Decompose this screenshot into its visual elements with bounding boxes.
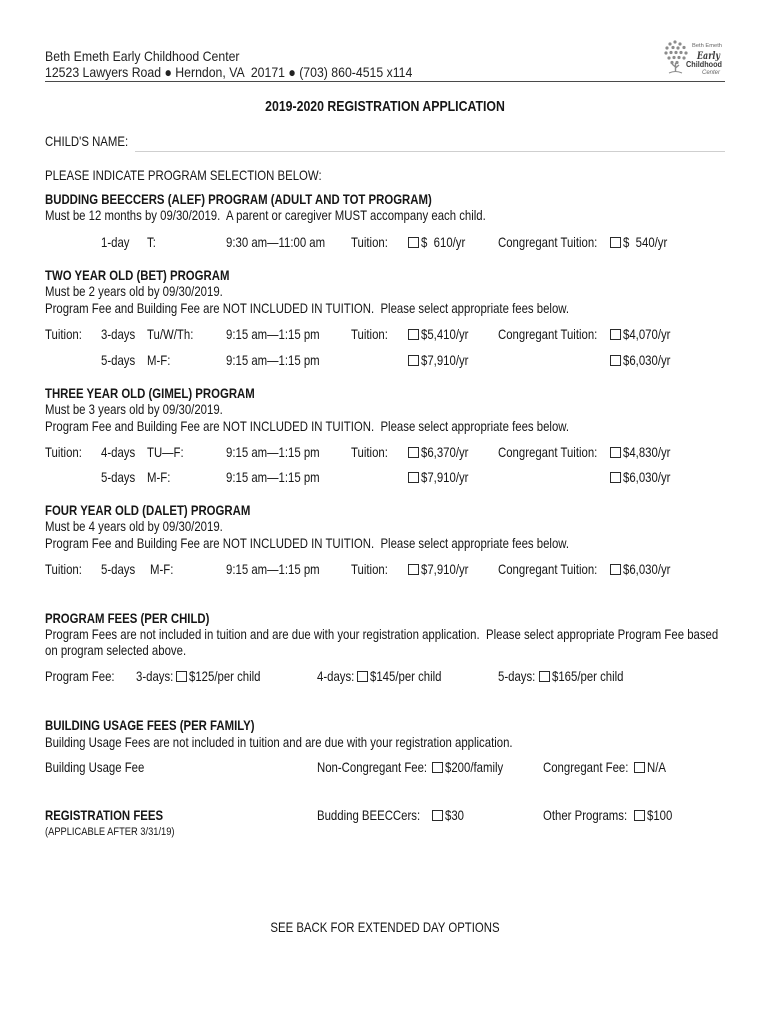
dalet-heading: FOUR YEAR OLD (DALET) PROGRAM xyxy=(45,503,251,518)
alef-time: 9:30 am—11:00 am xyxy=(226,235,326,250)
gimel-5day-tuition-checkbox[interactable] xyxy=(408,472,419,483)
page-title: 2019-2020 REGISTRATION APPLICATION xyxy=(265,98,505,115)
alef-day-label: T: xyxy=(147,235,156,250)
gimel-4day-tuition-label: Tuition: xyxy=(351,445,388,460)
alef-heading: BUDDING BEECCERS (ALEF) PROGRAM (ADULT AND TOT PROGRAM) xyxy=(45,192,432,207)
gimel-5day-time: 9:15 am—1:15 pm xyxy=(226,470,320,485)
program-fee-4day-checkbox[interactable] xyxy=(357,671,368,682)
program-fee-5day-amount: $165/per child xyxy=(552,669,624,684)
building-fee-label: Building Usage Fee xyxy=(45,760,145,775)
program-fee-4day-label: 4-days: xyxy=(317,669,355,684)
bet-3day-time: 9:15 am—1:15 pm xyxy=(226,327,320,342)
registration-fees-subnote: (APPLICABLE AFTER 3/31/19) xyxy=(45,826,175,838)
building-fees-heading: BUILDING USAGE FEES (PER FAMILY) xyxy=(45,718,255,733)
see-back-note: SEE BACK FOR EXTENDED DAY OPTIONS xyxy=(270,920,500,935)
gimel-4day-tuition-amount: $6,370/yr xyxy=(421,445,469,460)
center-logo xyxy=(663,39,725,77)
dalet-note: Must be 4 years old by 09/30/2019. xyxy=(45,519,223,534)
non-congregant-fee-amount: $200/family xyxy=(445,760,504,775)
alef-congregant-amount: $ 540/yr xyxy=(623,235,668,250)
logo-tree-icon xyxy=(664,40,687,64)
child-name-label: CHILD'S NAME: xyxy=(45,134,129,149)
program-fees-note-line2: on program selected above. xyxy=(45,643,187,658)
bet-fee-note: Program Fee and Building Fee are NOT INCLUDED IN TUITION. Please select appropriate fees below. xyxy=(45,301,570,316)
budding-beeccers-fee-label: Budding BEECCers: xyxy=(317,808,421,823)
bet-note: Must be 2 years old by 09/30/2019. xyxy=(45,284,223,299)
dalet-5day-day-label: M-F: xyxy=(150,562,174,577)
program-fee-3day-label: 3-days: xyxy=(136,669,174,684)
bet-5day-days: 5-days xyxy=(101,353,136,368)
alef-tuition-label: Tuition: xyxy=(351,235,388,250)
program-fee-3day-checkbox[interactable] xyxy=(176,671,187,682)
gimel-5day-congregant-amount: $6,030/yr xyxy=(623,470,671,485)
bet-5day-day-label: M-F: xyxy=(147,353,171,368)
bet-3day-congregant-checkbox[interactable] xyxy=(610,329,621,340)
dalet-5day-congregant-checkbox[interactable] xyxy=(610,564,621,575)
congregant-fee-checkbox[interactable] xyxy=(634,762,645,773)
alef-tuition-amount: $ 610/yr xyxy=(421,235,466,250)
gimel-5day-tuition-amount: $7,910/yr xyxy=(421,470,469,485)
logo-trunk xyxy=(672,63,679,72)
logo-word-early: Early xyxy=(696,51,721,62)
program-fee-5day-checkbox[interactable] xyxy=(539,671,550,682)
gimel-4day-day-label: TU—F: xyxy=(147,445,184,460)
program-fee-label: Program Fee: xyxy=(45,669,115,684)
bet-3day-days: 3-days xyxy=(101,327,136,342)
dalet-5day-congregant-label: Congregant Tuition: xyxy=(498,562,598,577)
other-programs-fee-label: Other Programs: xyxy=(543,808,628,823)
bet-3day-day-label: Tu/W/Th: xyxy=(147,327,194,342)
bet-3day-tuition-amount: $5,410/yr xyxy=(421,327,469,342)
header-divider xyxy=(45,81,725,82)
gimel-heading: THREE YEAR OLD (GIMEL) PROGRAM xyxy=(45,386,255,401)
bet-3day-tuition-label: Tuition: xyxy=(351,327,388,342)
bet-row-label: Tuition: xyxy=(45,327,82,342)
gimel-4day-congregant-checkbox[interactable] xyxy=(610,447,621,458)
alef-tuition-checkbox[interactable] xyxy=(408,237,419,248)
dalet-5day-time: 9:15 am—1:15 pm xyxy=(226,562,320,577)
gimel-4day-days: 4-days xyxy=(101,445,136,460)
alef-note: Must be 12 months by 09/30/2019. A parent or caregiver MUST accompany each child. xyxy=(45,208,486,223)
dalet-5day-days: 5-days xyxy=(101,562,136,577)
bet-3day-congregant-label: Congregant Tuition: xyxy=(498,327,598,342)
program-fee-5day-label: 5-days: xyxy=(498,669,536,684)
program-fee-4day-amount: $145/per child xyxy=(370,669,442,684)
other-programs-fee-amount: $100 xyxy=(647,808,673,823)
dalet-5day-tuition-checkbox[interactable] xyxy=(408,564,419,575)
child-name-field[interactable] xyxy=(135,143,725,152)
gimel-row-label: Tuition: xyxy=(45,445,82,460)
dalet-5day-congregant-amount: $6,030/yr xyxy=(623,562,671,577)
registration-fees-heading: REGISTRATION FEES xyxy=(45,808,164,823)
dalet-row-label: Tuition: xyxy=(45,562,82,577)
program-fees-heading: PROGRAM FEES (PER CHILD) xyxy=(45,611,210,626)
congregant-fee-label: Congregant Fee: xyxy=(543,760,629,775)
gimel-4day-congregant-label: Congregant Tuition: xyxy=(498,445,598,460)
bet-5day-tuition-checkbox[interactable] xyxy=(408,355,419,366)
non-congregant-fee-checkbox[interactable] xyxy=(432,762,443,773)
gimel-5day-days: 5-days xyxy=(101,470,136,485)
alef-congregant-label: Congregant Tuition: xyxy=(498,235,598,250)
dalet-5day-tuition-amount: $7,910/yr xyxy=(421,562,469,577)
gimel-5day-congregant-checkbox[interactable] xyxy=(610,472,621,483)
congregant-fee-amount: N/A xyxy=(647,760,666,775)
logo-word-center: Center xyxy=(702,70,721,76)
bet-heading: TWO YEAR OLD (BET) PROGRAM xyxy=(45,268,230,283)
dalet-fee-note: Program Fee and Building Fee are NOT INCLUDED IN TUITION. Please select appropriate fees below. xyxy=(45,536,570,551)
gimel-note: Must be 3 years old by 09/30/2019. xyxy=(45,402,223,417)
bet-3day-tuition-checkbox[interactable] xyxy=(408,329,419,340)
bet-5day-congregant-amount: $6,030/yr xyxy=(623,353,671,368)
gimel-4day-tuition-checkbox[interactable] xyxy=(408,447,419,458)
org-name: Beth Emeth Early Childhood Center xyxy=(45,49,240,64)
dalet-5day-tuition-label: Tuition: xyxy=(351,562,388,577)
alef-congregant-checkbox[interactable] xyxy=(610,237,621,248)
bet-3day-congregant-amount: $4,070/yr xyxy=(623,327,671,342)
budding-beeccers-fee-amount: $30 xyxy=(445,808,465,823)
bet-5day-congregant-checkbox[interactable] xyxy=(610,355,621,366)
bet-5day-tuition-amount: $7,910/yr xyxy=(421,353,469,368)
org-address: 12523 Lawyers Road ● Herndon, VA 20171 ● (703) 860-4515 x114 xyxy=(45,65,413,80)
gimel-fee-note: Program Fee and Building Fee are NOT INCLUDED IN TUITION. Please select appropriate fees below. xyxy=(45,419,570,434)
logo-word-childhood: Childhood xyxy=(686,59,722,69)
program-fees-note-line1: Program Fees are not included in tuition and are due with your registration application. Please select appropriate Program Fee based xyxy=(45,627,719,642)
budding-beeccers-fee-checkbox[interactable] xyxy=(432,810,443,821)
non-congregant-fee-label: Non-Congregant Fee: xyxy=(317,760,428,775)
gimel-4day-congregant-amount: $4,830/yr xyxy=(623,445,671,460)
program-selection-instruction: PLEASE INDICATE PROGRAM SELECTION BELOW: xyxy=(45,168,322,183)
alef-days: 1-day xyxy=(101,235,130,250)
gimel-4day-time: 9:15 am—1:15 pm xyxy=(226,445,320,460)
gimel-5day-day-label: M-F: xyxy=(147,470,171,485)
program-fee-3day-amount: $125/per child xyxy=(189,669,261,684)
building-fees-note: Building Usage Fees are not included in tuition and are due with your registration application. xyxy=(45,735,513,750)
logo-ground xyxy=(669,72,682,74)
other-programs-fee-checkbox[interactable] xyxy=(634,810,645,821)
bet-5day-time: 9:15 am—1:15 pm xyxy=(226,353,320,368)
logo-tagline: Beth Emeth xyxy=(692,43,723,49)
